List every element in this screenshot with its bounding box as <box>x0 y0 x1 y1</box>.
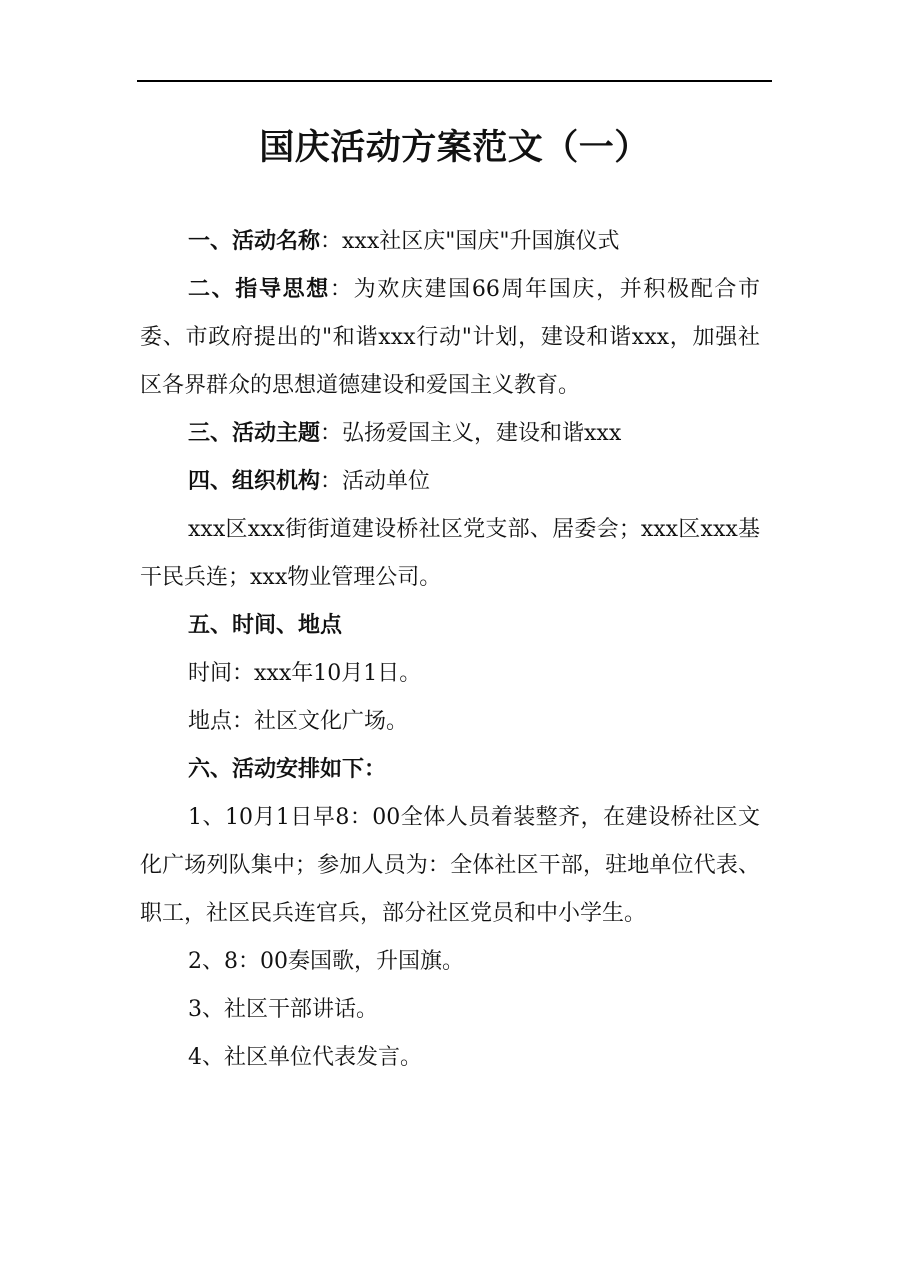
paragraph-text: 时间：xxx年10月1日。 <box>188 661 422 686</box>
schedule-item-3 <box>140 986 760 1034</box>
paragraph-text: 1、10月1日早8：00全体人员着装整齐，在建设桥社区文化广场列队集中；参加人员为：全体社区干部，驻地单位代表、职工，社区民兵连官兵，部分社区党员和中小学生。 <box>140 805 760 926</box>
section-heading-schedule: 六、活动安排如下： <box>188 757 387 782</box>
section-label: 二、指导思想 <box>188 277 330 302</box>
paragraph-activity-name <box>140 218 760 266</box>
schedule-item-2 <box>140 938 760 986</box>
paragraph-text: 4、社区单位代表发言。 <box>188 1045 422 1070</box>
paragraph-text: 3、社区干部讲话。 <box>188 997 378 1022</box>
paragraph-theme <box>140 410 760 458</box>
section-label: 一、活动名称 <box>188 229 321 254</box>
schedule-item-1 <box>140 794 760 938</box>
paragraph-text: ：为欢庆建国66周年国庆，并积极配合市委、市政府提出的"和谐xxx行动"计划，建设和谐xxx，加强社区各界群众的思想道德建设和爱国主义教育。 <box>140 277 760 398</box>
paragraph-organization <box>140 458 760 506</box>
section-label: 四、组织机构 <box>188 469 321 494</box>
paragraph-text: ：弘扬爱国主义，建设和谐xxx <box>320 421 622 446</box>
paragraph-organizers <box>140 506 760 602</box>
schedule-item-4 <box>140 1034 760 1082</box>
header-rule <box>137 80 772 82</box>
document-body <box>140 218 760 1082</box>
paragraph-guiding-idea <box>140 266 760 410</box>
paragraph-text: 地点：社区文化广场。 <box>188 709 409 734</box>
paragraph-place <box>140 698 760 746</box>
paragraph-text: ：xxx社区庆"国庆"升国旗仪式 <box>320 229 620 254</box>
section-label: 三、活动主题 <box>188 421 321 446</box>
paragraph-text: ：活动单位 <box>320 469 431 494</box>
paragraph-text: 2、8：00奏国歌，升国旗。 <box>188 949 464 974</box>
paragraph-time <box>140 650 760 698</box>
paragraph-text: xxx区xxx街街道建设桥社区党支部、居委会；xxx区xxx基干民兵连；xxx物业管理公司。 <box>140 517 760 590</box>
section-heading-time-place: 五、时间、地点 <box>188 613 343 638</box>
document-title: 国庆活动方案范文（一） <box>259 128 650 168</box>
